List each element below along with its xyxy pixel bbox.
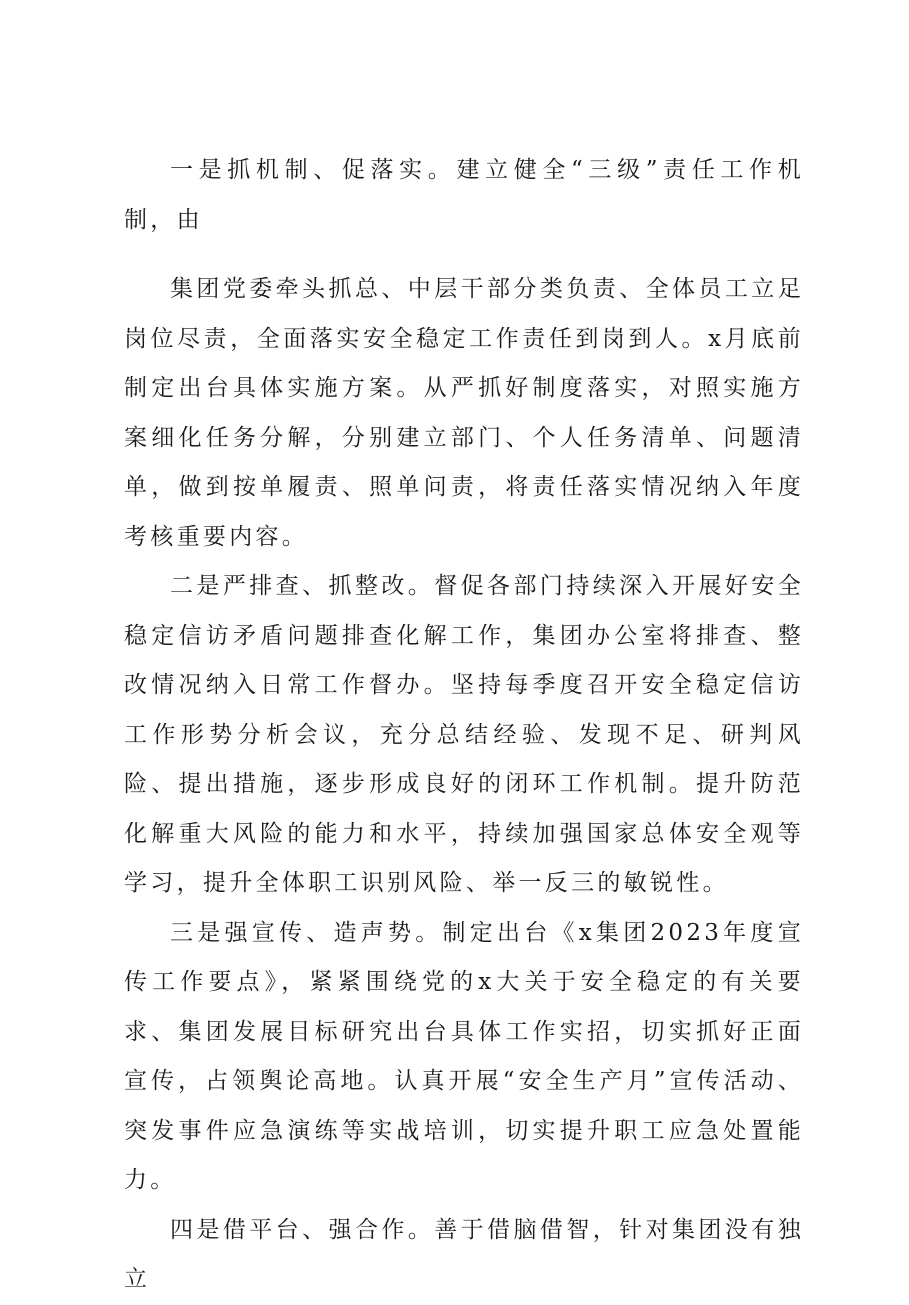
paragraph-3: 二是严排查、抓整改。督促各部门持续深入开展好安全稳定信访矛盾问题排查化解工作，集团办公室将排查、整改情况纳入日常工作督办。坚持每季度召开安全稳定信访工作形势分析会议，充分总结经验、发现不足、研判风险、提出措施，逐步形成良好的闭环工作机制。提升防范化解重大风险的能力和水平，持续加强国家总体安全观等学习，提升全体职工识别风险、举一反三的敏锐性。	[124, 573, 804, 896]
paragraph-5: 四是借平台、强合作。善于借脑借智，针对集团没有独立	[124, 1216, 804, 1292]
body-text-block	[124, 265, 804, 1305]
paragraph-4: 三是强宣传、造声势。制定出台《x集团2023年度宣传工作要点》，紧紧围绕党的x大关于安全稳定的有关要求、集团发展目标研究出台具体工作实招，切实抓好正面宣传，占领舆论高地。认真开展“安全生产月”宣传活动、突发事件应急演练等实战培训，切实提升职工应急处置能力。	[124, 919, 804, 1193]
paragraph-2: 集团党委牵头抓总、中层干部分类负责、全体员工立足岗位尽责，全面落实安全稳定工作责任到岗到人。x月底前制定出台具体实施方案。从严抓好制度落实，对照实施方案细化任务分解，分别建立部门、个人任务清单、问题清单，做到按单履责、照单问责，将责任落实情况纳入年度考核重要内容。	[124, 276, 804, 550]
opening-paragraph-block	[124, 146, 804, 245]
paragraph-1: 一是抓机制、促落实。建立健全“三级”责任工作机制，由	[124, 157, 804, 233]
